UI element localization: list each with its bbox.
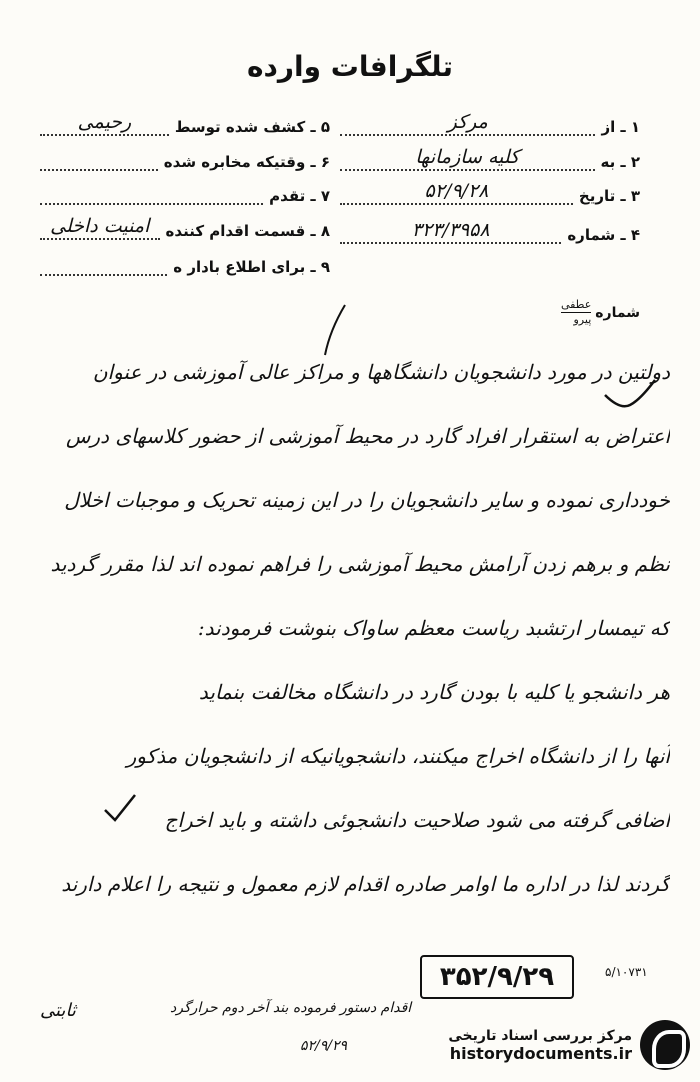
reference-number-options [561, 298, 591, 327]
body-line: خودداری نموده و سایر دانشجویان را در این زمینه تحریک و موجبات اخلال [64, 488, 670, 512]
field-to-label: ۲ ـ به [600, 153, 640, 171]
document-title: تلگرافات وارده [247, 50, 453, 83]
field-decoded-by-label: ۵ ـ کشف شده توسط [174, 118, 330, 136]
reference-number-block [540, 298, 640, 327]
field-acting-department-value: امنیت داخلی [40, 215, 160, 240]
field-to [340, 143, 640, 171]
archive-logo-icon [640, 1020, 690, 1070]
checkmark-scribble-icon [100, 790, 140, 825]
field-from [340, 108, 640, 136]
body-line: اضافی گرفته می شود صلاحیت دانشجوئی داشته و باید اخراج [164, 808, 670, 832]
reference-number-label: شماره [595, 304, 640, 321]
field-acting-department-label: ۸ ـ قسمت اقدام کننده [165, 222, 330, 240]
field-priority-value [40, 202, 263, 205]
handwritten-body [30, 340, 670, 916]
archive-logo [420, 1016, 690, 1074]
pen-stroke-icon [320, 300, 350, 360]
body-line: که تیمسار ارتشبد ریاست معظم ساواک بنوشت فرمودند: [197, 616, 670, 640]
field-for-information-value [40, 273, 167, 276]
field-transmitted-time-value [40, 168, 158, 171]
field-transmitted-time [40, 143, 330, 171]
field-date [340, 177, 640, 205]
field-date-label: ۳ ـ تاریخ [578, 187, 640, 205]
field-decoded-by [40, 108, 330, 136]
footer-reference: ۵/۱۰۷۳۱ [605, 965, 648, 979]
field-from-value: مرکز [340, 111, 595, 136]
body-line: گردند لذا در اداره ما اوامر صادره اقدام لازم معمول و نتیجه را اعلام دارند [61, 872, 670, 896]
field-acting-department [40, 212, 330, 240]
footer-note: اقدام دستور فرموده بند آخر دوم حرارگرد [170, 1000, 412, 1016]
option-peyro: پیرو [573, 313, 592, 326]
option-atfi: عطفی [560, 298, 592, 311]
field-date-value: ۵۲/۹/۲۸ [340, 180, 573, 205]
footer-signature: ثابتی [40, 1000, 76, 1021]
field-for-information-label: ۹ ـ برای اطلاع بادار ه [173, 258, 330, 276]
body-line: دولتین در مورد دانشجویان دانشگاهها و مراکز عالی آموزشی در عنوان [92, 360, 670, 384]
field-priority-label: ۷ ـ تقدم [269, 187, 330, 205]
archive-name: مرکز بررسی اسناد تاریخی [448, 1027, 632, 1044]
field-from-label: ۱ ـ از [601, 118, 640, 136]
body-line: نظم و برهم زدن آرامش محیط آموزشی را فراهم نموده اند لذا مقرر گردید [50, 552, 670, 576]
field-number-value: ۳۲۳/۳۹۵۸ [340, 219, 561, 244]
field-for-information [40, 248, 330, 276]
archive-website: historydocuments.ir [449, 1043, 632, 1063]
field-transmitted-time-label: ۶ ـ وقتیکه مخابره شده [163, 153, 330, 171]
field-decoded-by-value: رحیمی [40, 111, 169, 136]
date-stamp: ۳۵۲/۹/۲۹ [420, 955, 574, 999]
footer-date: ۵۲/۹/۲۹ [300, 1038, 348, 1054]
body-line: هر دانشجو یا کلیه با بودن گارد در دانشگاه مخالفت بنماید [198, 680, 670, 704]
field-priority [40, 177, 330, 205]
field-number [340, 216, 640, 244]
field-to-value: کلیه سازمانها [340, 146, 595, 171]
checkmark-scribble-icon [600, 375, 660, 415]
body-line: آنها را از دانشگاه اخراج میکنند، دانشجویانیکه از دانشجویان مذکور [126, 744, 670, 768]
body-line: اعتراض به استقرار افراد گارد در محیط آموزشی از حضور کلاسهای درس [66, 424, 670, 448]
field-number-label: ۴ ـ شماره [567, 226, 640, 244]
